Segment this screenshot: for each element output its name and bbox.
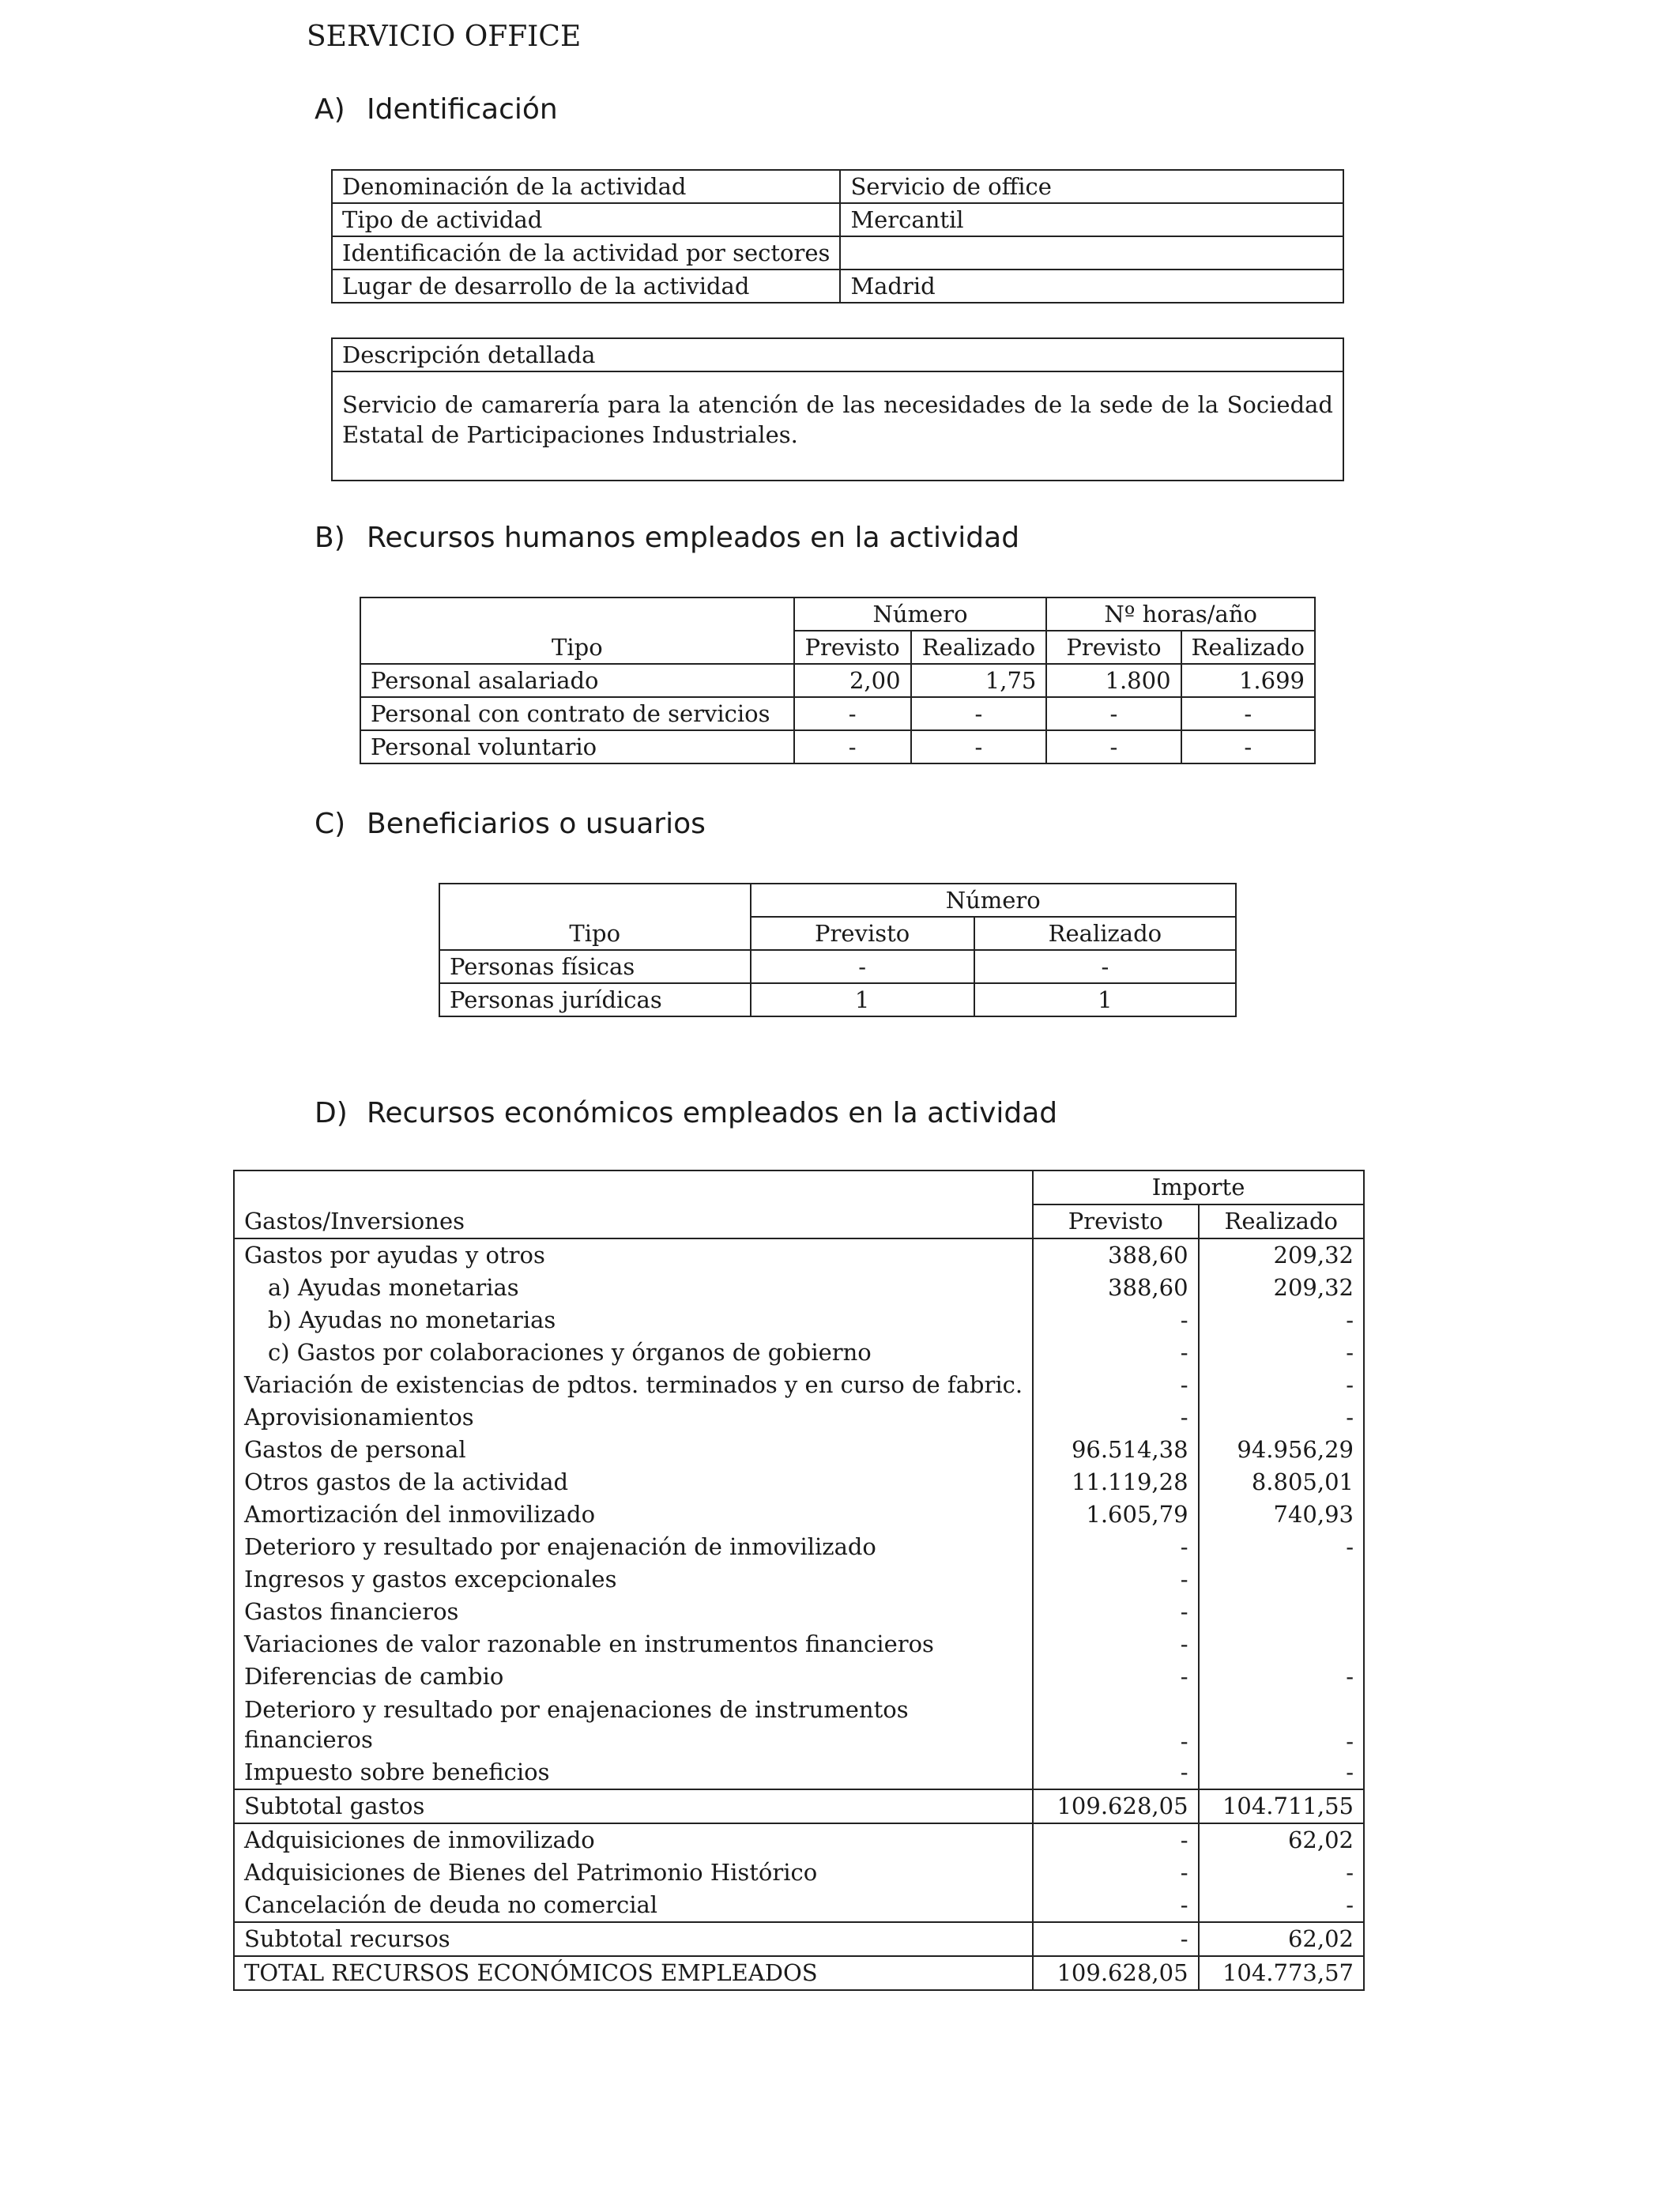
row-label: Aprovisionamientos (234, 1401, 1033, 1434)
economic-resources-table (233, 1170, 1365, 1991)
cell-value: 11.119,28 (1033, 1466, 1198, 1498)
row-label: Personal asalariado (360, 664, 794, 697)
row-label: Deterioro y resultado por enajenación de inmovilizado (234, 1531, 1033, 1563)
cell-value: - (1199, 1756, 1364, 1789)
column-group-header: Nº horas/año (1046, 598, 1315, 631)
section-d-title: Recursos económicos empleados en la actividad (367, 1097, 1058, 1129)
cell-value: - (911, 697, 1047, 730)
cell-value: - (1033, 1889, 1198, 1922)
column-group-header: Número (794, 598, 1047, 631)
table-row (439, 950, 1236, 983)
row-label: Variación de existencias de pdtos. terminados y en curso de fabric. (234, 1369, 1033, 1401)
empty-header-cell (439, 884, 751, 917)
row-label: Gastos por ayudas y otros (234, 1238, 1033, 1272)
cell-value: - (1033, 1531, 1198, 1563)
cell-value: 8.805,01 (1199, 1466, 1364, 1498)
table-row (439, 983, 1236, 1016)
cell-value (1199, 1596, 1364, 1628)
cell-value: - (1033, 1823, 1198, 1857)
section-d-letter: D) (315, 1097, 348, 1129)
beneficiaries-table (439, 883, 1237, 1017)
column-group-header: Importe (1033, 1171, 1364, 1204)
cell-value: - (911, 730, 1047, 763)
table-row (234, 1889, 1364, 1922)
section-a-heading (315, 93, 558, 126)
cell-value: 104.711,55 (1199, 1789, 1364, 1823)
column-header: Previsto (794, 631, 911, 664)
table-row (234, 1596, 1364, 1628)
table-row (234, 1661, 1364, 1693)
cell-value: 1 (974, 983, 1236, 1016)
row-label: a) Ayudas monetarias (234, 1272, 1033, 1304)
cell-value: 388,60 (1033, 1272, 1198, 1304)
cell-value: - (1181, 697, 1315, 730)
row-label: TOTAL RECURSOS ECONÓMICOS EMPLEADOS (234, 1956, 1033, 1990)
column-header: Previsto (1033, 1204, 1198, 1238)
section-b-heading (315, 522, 1019, 554)
cell-value: - (1199, 1661, 1364, 1693)
section-c-heading (315, 808, 706, 840)
section-b-title: Recursos humanos empleados en la actividad (367, 522, 1020, 554)
table-row (234, 1336, 1364, 1369)
column-header: Realizado (1181, 631, 1315, 664)
table-row (234, 1304, 1364, 1336)
row-label: Amortización del inmovilizado (234, 1498, 1033, 1531)
cell-value: - (1199, 1693, 1364, 1756)
ident-value: Mercantil (840, 203, 1343, 236)
cell-value: - (1033, 1369, 1198, 1401)
ident-value: Servicio de office (840, 170, 1343, 203)
cell-value: - (1199, 1531, 1364, 1563)
row-label: c) Gastos por colaboraciones y órganos de gobierno (234, 1336, 1033, 1369)
empty-header-cell (234, 1171, 1033, 1204)
column-header: Tipo (360, 631, 794, 664)
cell-value: 388,60 (1033, 1238, 1198, 1272)
cell-value: 2,00 (794, 664, 911, 697)
section-b-letter: B) (315, 522, 345, 554)
table-row (234, 1693, 1364, 1756)
human-resources-table (360, 597, 1316, 764)
cell-value: - (1033, 1336, 1198, 1369)
description-box (331, 337, 1344, 481)
section-c-title: Beneficiarios o usuarios (367, 808, 706, 840)
cell-value: - (1046, 730, 1181, 763)
table-row (234, 1369, 1364, 1401)
row-label: Adquisiciones de inmovilizado (234, 1823, 1033, 1857)
row-label: Adquisiciones de Bienes del Patrimonio Histórico (234, 1857, 1033, 1889)
cell-value: 1,75 (911, 664, 1047, 697)
row-label: Impuesto sobre beneficios (234, 1756, 1033, 1789)
row-label: Cancelación de deuda no comercial (234, 1889, 1033, 1922)
cell-value: - (1033, 1693, 1198, 1756)
cell-value: - (794, 697, 911, 730)
row-label: Variaciones de valor razonable en instrumentos financieros (234, 1628, 1033, 1661)
table-row (234, 1238, 1364, 1272)
cell-value: 62,02 (1199, 1922, 1364, 1956)
cell-value: - (751, 950, 974, 983)
table-row (360, 664, 1315, 697)
cell-value: 1.699 (1181, 664, 1315, 697)
cell-value: 104.773,57 (1199, 1956, 1364, 1990)
description-text: Servicio de camarería para la atención de las necesidades de la sede de la Sociedad Estatal de Participaciones Industriales. (342, 391, 1333, 448)
column-header: Previsto (751, 917, 974, 950)
row-label: b) Ayudas no monetarias (234, 1304, 1033, 1336)
cell-value: - (1199, 1369, 1364, 1401)
row-label: Personal voluntario (360, 730, 794, 763)
cell-value: - (1181, 730, 1315, 763)
cell-value: - (1033, 1922, 1198, 1956)
table-header-row (360, 598, 1315, 631)
cell-value: - (1199, 1401, 1364, 1434)
row-label: Otros gastos de la actividad (234, 1466, 1033, 1498)
column-header: Realizado (1199, 1204, 1364, 1238)
table-row (234, 1498, 1364, 1531)
section-a-letter: A) (315, 93, 345, 126)
cell-value: - (974, 950, 1236, 983)
table-header-row (439, 884, 1236, 917)
cell-value: 109.628,05 (1033, 1789, 1198, 1823)
row-label: Ingresos y gastos excepcionales (234, 1563, 1033, 1596)
section-d-heading (315, 1097, 1057, 1129)
subtotal-gastos-row (234, 1789, 1364, 1823)
cell-value: 94.956,29 (1199, 1434, 1364, 1466)
table-row (234, 1531, 1364, 1563)
table-header-row (234, 1171, 1364, 1204)
description-header: Descripción detallada (333, 339, 1343, 372)
table-row (332, 203, 1343, 236)
table-row (332, 170, 1343, 203)
row-label: Gastos de personal (234, 1434, 1033, 1466)
row-label: Diferencias de cambio (234, 1661, 1033, 1693)
cell-value: - (1033, 1304, 1198, 1336)
cell-value: 209,32 (1199, 1272, 1364, 1304)
cell-value: 109.628,05 (1033, 1956, 1198, 1990)
column-header: Gastos/Inversiones (234, 1204, 1033, 1238)
table-row (234, 1401, 1364, 1434)
table-row (234, 1434, 1364, 1466)
table-row (360, 697, 1315, 730)
ident-label: Denominación de la actividad (332, 170, 840, 203)
column-group-header: Número (751, 884, 1237, 917)
cell-value: 740,93 (1199, 1498, 1364, 1531)
cell-value: 1.605,79 (1033, 1498, 1198, 1531)
cell-value: - (1199, 1304, 1364, 1336)
row-label: Subtotal recursos (234, 1922, 1033, 1956)
row-label: Subtotal gastos (234, 1789, 1033, 1823)
row-label: Gastos financieros (234, 1596, 1033, 1628)
cell-value: - (1033, 1661, 1198, 1693)
cell-value (1199, 1628, 1364, 1661)
cell-value: - (1033, 1628, 1198, 1661)
cell-value: 1 (751, 983, 974, 1016)
row-label: Personas físicas (439, 950, 751, 983)
table-row (234, 1563, 1364, 1596)
cell-value: - (1199, 1857, 1364, 1889)
column-header: Tipo (439, 917, 751, 950)
row-label: Deterioro y resultado por enajenaciones de instrumentos financieros (234, 1693, 1033, 1756)
table-row (234, 1823, 1364, 1857)
table-row (332, 270, 1343, 303)
cell-value: 62,02 (1199, 1823, 1364, 1857)
cell-value: 96.514,38 (1033, 1434, 1198, 1466)
cell-value: - (1199, 1889, 1364, 1922)
cell-value: - (1033, 1401, 1198, 1434)
total-row (234, 1956, 1364, 1990)
page-title: SERVICIO OFFICE (307, 21, 582, 53)
subtotal-recursos-row (234, 1922, 1364, 1956)
table-row (332, 236, 1343, 270)
section-c-letter: C) (315, 808, 346, 840)
column-header: Realizado (974, 917, 1236, 950)
cell-value: 1.800 (1046, 664, 1181, 697)
cell-value: - (1033, 1563, 1198, 1596)
ident-label: Lugar de desarrollo de la actividad (332, 270, 840, 303)
cell-value: 209,32 (1199, 1238, 1364, 1272)
cell-value: - (1046, 697, 1181, 730)
cell-value (1199, 1563, 1364, 1596)
empty-header-cell (360, 598, 794, 631)
table-header-row (360, 631, 1315, 664)
table-header-row (439, 917, 1236, 950)
table-row (234, 1857, 1364, 1889)
table-row (234, 1756, 1364, 1789)
cell-value: - (1033, 1596, 1198, 1628)
section-a-title: Identificación (367, 93, 558, 126)
table-row (234, 1628, 1364, 1661)
row-label: Personal con contrato de servicios (360, 697, 794, 730)
ident-label: Tipo de actividad (332, 203, 840, 236)
column-header: Previsto (1046, 631, 1181, 664)
ident-label: Identificación de la actividad por sectores (332, 236, 840, 270)
identification-table (331, 169, 1344, 303)
column-header: Realizado (911, 631, 1047, 664)
table-row (360, 730, 1315, 763)
cell-value: - (1199, 1336, 1364, 1369)
cell-value: - (794, 730, 911, 763)
cell-value: - (1033, 1756, 1198, 1789)
table-row (234, 1272, 1364, 1304)
row-label: Personas jurídicas (439, 983, 751, 1016)
table-header-row (234, 1204, 1364, 1238)
ident-value (840, 236, 1343, 270)
cell-value: - (1033, 1857, 1198, 1889)
table-row (234, 1466, 1364, 1498)
ident-value: Madrid (840, 270, 1343, 303)
